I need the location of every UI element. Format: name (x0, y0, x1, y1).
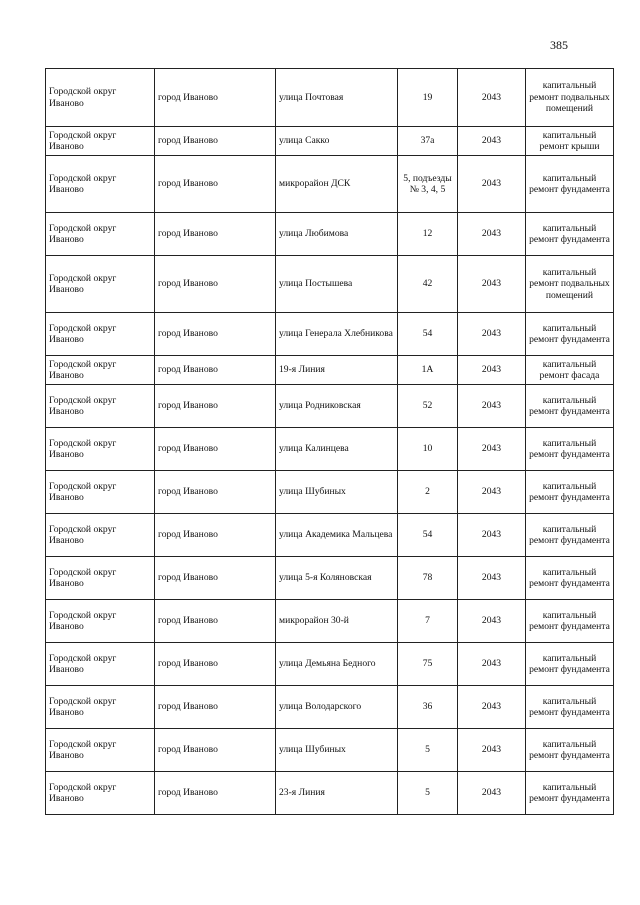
table-row (46, 213, 614, 256)
street-cell: улица Родниковская (276, 385, 398, 428)
house-cell: 5, подъезды № 3, 4, 5 (398, 156, 458, 213)
street-cell: улица Генерала Хлебникова (276, 313, 398, 356)
town-cell: город Иваново (155, 772, 276, 815)
table-row (46, 729, 614, 772)
street-cell: микрорайон 30-й (276, 600, 398, 643)
table-row (46, 428, 614, 471)
street-cell: улица Любимова (276, 213, 398, 256)
house-cell: 75 (398, 643, 458, 686)
okrug-cell: Городской округ Иваново (46, 428, 155, 471)
work-type-cell: капитальный ремонт подвальных помещений (526, 69, 614, 127)
work-type-cell: капитальный ремонт фасада (526, 356, 614, 385)
table-row (46, 514, 614, 557)
house-cell: 36 (398, 686, 458, 729)
house-cell: 5 (398, 729, 458, 772)
table-row (46, 471, 614, 514)
town-cell: город Иваново (155, 313, 276, 356)
okrug-cell: Городской округ Иваново (46, 313, 155, 356)
table-row (46, 643, 614, 686)
okrug-cell: Городской округ Иваново (46, 356, 155, 385)
work-type-cell: капитальный ремонт фундамента (526, 428, 614, 471)
page-number: 385 (550, 38, 568, 52)
work-type-cell: капитальный ремонт фундамента (526, 557, 614, 600)
table-row (46, 313, 614, 356)
work-type-cell: капитальный ремонт фундамента (526, 213, 614, 256)
town-cell: город Иваново (155, 428, 276, 471)
table-row (46, 69, 614, 127)
work-type-cell: капитальный ремонт фундамента (526, 514, 614, 557)
street-cell: улица Демьяна Бедного (276, 643, 398, 686)
town-cell: город Иваново (155, 69, 276, 127)
repair-registry-table (45, 68, 614, 815)
town-cell: город Иваново (155, 213, 276, 256)
town-cell: город Иваново (155, 356, 276, 385)
year-cell: 2043 (458, 313, 526, 356)
okrug-cell: Городской округ Иваново (46, 686, 155, 729)
year-cell: 2043 (458, 356, 526, 385)
table-row (46, 385, 614, 428)
table-row (46, 600, 614, 643)
street-cell: улица 5-я Коляновская (276, 557, 398, 600)
table-row (46, 686, 614, 729)
okrug-cell: Городской округ Иваново (46, 385, 155, 428)
year-cell: 2043 (458, 686, 526, 729)
town-cell: город Иваново (155, 643, 276, 686)
year-cell: 2043 (458, 156, 526, 213)
year-cell: 2043 (458, 471, 526, 514)
street-cell: улица Сакко (276, 127, 398, 156)
work-type-cell: капитальный ремонт фундамента (526, 156, 614, 213)
year-cell: 2043 (458, 428, 526, 471)
house-cell: 7 (398, 600, 458, 643)
okrug-cell: Городской округ Иваново (46, 514, 155, 557)
table-row (46, 356, 614, 385)
year-cell: 2043 (458, 514, 526, 557)
house-cell: 54 (398, 313, 458, 356)
town-cell: город Иваново (155, 127, 276, 156)
town-cell: город Иваново (155, 156, 276, 213)
house-cell: 5 (398, 772, 458, 815)
okrug-cell: Городской округ Иваново (46, 557, 155, 600)
okrug-cell: Городской округ Иваново (46, 600, 155, 643)
year-cell: 2043 (458, 256, 526, 313)
work-type-cell: капитальный ремонт фундамента (526, 643, 614, 686)
street-cell: улица Калинцева (276, 428, 398, 471)
table-row (46, 156, 614, 213)
okrug-cell: Городской округ Иваново (46, 643, 155, 686)
house-cell: 54 (398, 514, 458, 557)
street-cell: улица Шубиных (276, 471, 398, 514)
okrug-cell: Городской округ Иваново (46, 256, 155, 313)
street-cell: 23-я Линия (276, 772, 398, 815)
town-cell: город Иваново (155, 471, 276, 514)
table-row (46, 772, 614, 815)
house-cell: 42 (398, 256, 458, 313)
street-cell: улица Володарского (276, 686, 398, 729)
year-cell: 2043 (458, 600, 526, 643)
work-type-cell: капитальный ремонт фундамента (526, 313, 614, 356)
work-type-cell: капитальный ремонт фундамента (526, 729, 614, 772)
street-cell: микрорайон ДСК (276, 156, 398, 213)
street-cell: улица Почтовая (276, 69, 398, 127)
house-cell: 78 (398, 557, 458, 600)
year-cell: 2043 (458, 772, 526, 815)
town-cell: город Иваново (155, 557, 276, 600)
okrug-cell: Городской округ Иваново (46, 213, 155, 256)
table-row (46, 127, 614, 156)
street-cell: улица Шубиных (276, 729, 398, 772)
year-cell: 2043 (458, 127, 526, 156)
work-type-cell: капитальный ремонт фундамента (526, 686, 614, 729)
house-cell: 2 (398, 471, 458, 514)
work-type-cell: капитальный ремонт фундамента (526, 600, 614, 643)
year-cell: 2043 (458, 213, 526, 256)
town-cell: город Иваново (155, 514, 276, 557)
okrug-cell: Городской округ Иваново (46, 69, 155, 127)
town-cell: город Иваново (155, 600, 276, 643)
house-cell: 1А (398, 356, 458, 385)
house-cell: 52 (398, 385, 458, 428)
okrug-cell: Городской округ Иваново (46, 156, 155, 213)
year-cell: 2043 (458, 557, 526, 600)
work-type-cell: капитальный ремонт подвальных помещений (526, 256, 614, 313)
year-cell: 2043 (458, 385, 526, 428)
year-cell: 2043 (458, 729, 526, 772)
work-type-cell: капитальный ремонт крыши (526, 127, 614, 156)
town-cell: город Иваново (155, 256, 276, 313)
town-cell: город Иваново (155, 729, 276, 772)
work-type-cell: капитальный ремонт фундамента (526, 385, 614, 428)
okrug-cell: Городской округ Иваново (46, 772, 155, 815)
street-cell: 19-я Линия (276, 356, 398, 385)
street-cell: улица Академика Мальцева (276, 514, 398, 557)
year-cell: 2043 (458, 69, 526, 127)
year-cell: 2043 (458, 643, 526, 686)
town-cell: город Иваново (155, 686, 276, 729)
house-cell: 12 (398, 213, 458, 256)
okrug-cell: Городской округ Иваново (46, 729, 155, 772)
house-cell: 10 (398, 428, 458, 471)
house-cell: 37а (398, 127, 458, 156)
town-cell: город Иваново (155, 385, 276, 428)
work-type-cell: капитальный ремонт фундамента (526, 772, 614, 815)
table-row (46, 557, 614, 600)
work-type-cell: капитальный ремонт фундамента (526, 471, 614, 514)
house-cell: 19 (398, 69, 458, 127)
okrug-cell: Городской округ Иваново (46, 471, 155, 514)
okrug-cell: Городской округ Иваново (46, 127, 155, 156)
table-row (46, 256, 614, 313)
street-cell: улица Постышева (276, 256, 398, 313)
